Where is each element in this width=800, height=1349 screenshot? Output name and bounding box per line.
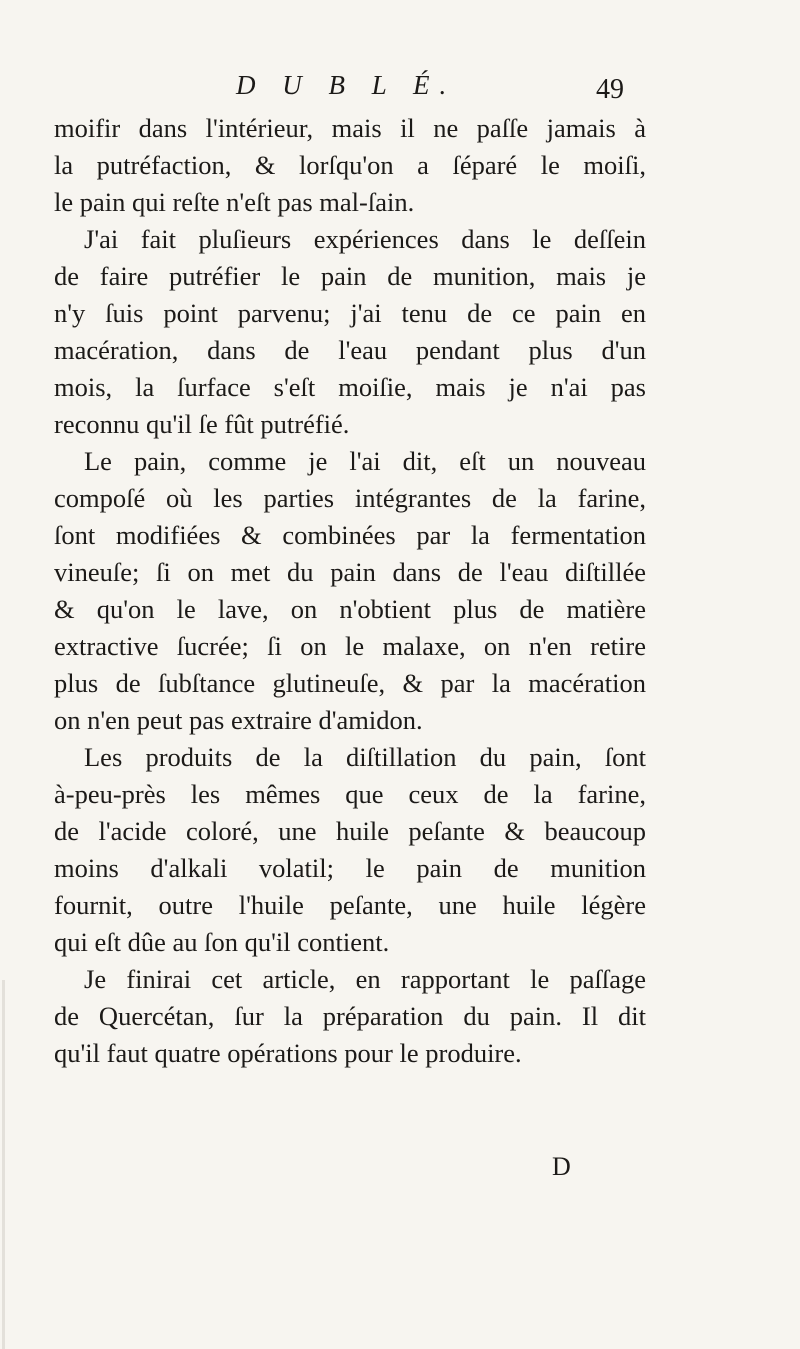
text-line: le pain qui reſte n'eſt pas mal-ſain. [54,187,415,217]
running-head: D U B L É. [236,70,457,100]
body-text [54,110,646,1072]
text-line: de l'acide coloré, une huile peſante & beaucoup [54,816,646,846]
text-line: & qu'on le lave, on n'obtient plus de matière [54,594,646,624]
text-line: vineuſe; ſi on met du pain dans de l'eau diſtillée [54,557,646,587]
text-line: mois, la ſurface s'eſt moiſie, mais je n'ai pas [54,372,646,402]
text-line: reconnu qu'il ſe fût putréfié. [54,409,350,439]
text-line: qui eſt dûe au ſon qu'il contient. [54,927,390,957]
text-line: J'ai fait pluſieurs expériences dans le deſſein [84,224,646,254]
text-line: la putréfaction, & lorſqu'on a ſéparé le moiſi, [54,150,646,180]
text-line: Je finirai cet article, en rapportant le paſſage [84,964,646,994]
text-line: macération, dans de l'eau pendant plus d'un [54,335,646,365]
text-line: de faire putréfier le pain de munition, mais je [54,261,646,291]
signature-mark: D [552,1152,571,1181]
text-line: moins d'alkali volatil; le pain de munition [54,853,646,883]
text-line: de Quercétan, ſur la préparation du pain. Il dit [54,1001,646,1031]
page-edge-shadow [2,980,5,1349]
text-line: Les produits de la diſtillation du pain, ſont [84,742,646,772]
text-line: Le pain, comme je l'ai dit, eſt un nouveau [84,446,646,476]
text-line: ſont modifiées & combinées par la fermentation [54,520,646,550]
text-line: fournit, outre l'huile peſante, une huile légère [54,890,646,920]
page-number: 49 [596,74,624,105]
text-line: qu'il faut quatre opérations pour le produire. [54,1038,522,1068]
text-line: plus de ſubſtance glutineuſe, & par la macération [54,668,646,698]
text-line: moifir dans l'intérieur, mais il ne paſſe jamais à [54,113,646,143]
text-line: on n'en peut pas extraire d'amidon. [54,705,423,735]
text-line: n'y ſuis point parvenu; j'ai tenu de ce pain en [54,298,646,328]
text-line: compoſé où les parties intégrantes de la farine, [54,483,646,513]
text-line: à-peu-près les mêmes que ceux de la farine, [54,779,646,809]
text-line: extractive ſucrée; ſi on le malaxe, on n'en retire [54,631,646,661]
